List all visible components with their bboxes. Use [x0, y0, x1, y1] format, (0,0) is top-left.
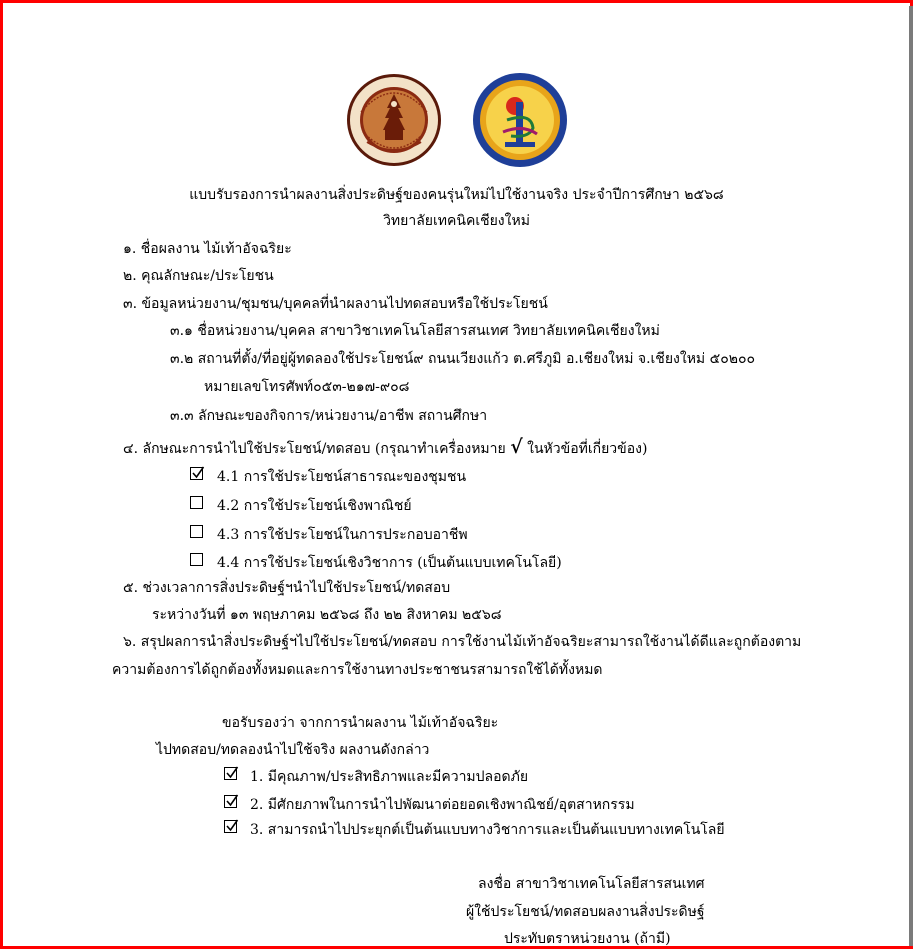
item-4-usage-type [123, 438, 647, 458]
item-5-period-dates: ระหว่างวันที่ ๑๓ พฤษภาคม ๒๕๖๘ ถึง ๒๒ สิงหาคม ๒๕๖๘ [152, 607, 502, 623]
result-2-label: 2. มีศักยภาพในการนำไปพัฒนาต่อยอดเชิงพาณิชย์/อุตสาหกรรม [250, 797, 635, 813]
signature-line: ลงชื่อ สาขาวิชาเทคโนโลยีสารสนเทศ [478, 876, 705, 892]
item-2-features: ๒. คุณลักษณะ/ประโยชน [123, 268, 274, 284]
check-mark-symbol: √ [510, 436, 523, 458]
option-4-2-label: 4.2 การใช้ประโยชน์เชิงพาณิชย์ [217, 498, 412, 514]
item-6-summary: ๖. สรุปผลการนำสิ่งประดิษฐ์ฯไปใช้ประโยชน์/ทดสอบ การใช้งานไม้เท้าอัจฉริยะสามารถใช้งานได้ดีและถูกต้องตาม [123, 634, 802, 650]
checkmark-icon [224, 793, 240, 809]
signature-role: ผู้ใช้ประโยชน์/ทดสอบผลงานสิ่งประดิษฐ์ [466, 904, 705, 920]
checkmark-icon [190, 465, 206, 481]
vocational-education-commission-seal-icon [345, 72, 443, 168]
certify-line-1: ขอรับรองว่า จากการนำผลงาน ไม้เท้าอัจฉริยะ [222, 715, 499, 731]
item-3-2-address: ๓.๒ สถานที่ตั้ง/ที่อยู่ผู้ทดลองใช้ประโยชน์๙ ถนนเวียงแก้ว ต.ศรีภูมิ อ.เชียงใหม่ จ.เชียงใหม่ ๕๐๒๐๐ [170, 351, 756, 367]
option-4-3-checkbox[interactable] [190, 525, 203, 538]
page-border-shadow [909, 6, 913, 946]
item-3-1-org-name: ๓.๑ ชื่อหน่วยงาน/บุคคล สาขาวิชาเทคโนโลยีสารสนเทศ วิทยาลัยเทคนิคเชียงใหม่ [170, 323, 660, 339]
result-1-checkbox[interactable] [224, 767, 237, 780]
result-2-checkbox[interactable] [224, 795, 237, 808]
option-4-1-label: 4.1 การใช้ประโยชน์สาธารณะของชุมชน [217, 469, 467, 485]
option-4-2-checkbox[interactable] [190, 496, 203, 509]
result-1-label: 1. มีคุณภาพ/ประสิทธิภาพและมีความปลอดภัย [250, 769, 529, 785]
option-4-3-label: 4.3 การใช้ประโยชน์ในการประกอบอาชีพ [217, 527, 468, 543]
option-4-4-checkbox[interactable] [190, 553, 203, 566]
checkmark-icon [224, 765, 240, 781]
option-4-1-checkbox[interactable] [190, 467, 203, 480]
checkmark-icon [224, 818, 240, 834]
result-3-label: 3. สามารถนำไปประยุกต์เป็นต้นแบบทางวิชาการและเป็นต้นแบบทางเทคโนโลยี [250, 822, 725, 838]
result-3-checkbox[interactable] [224, 820, 237, 833]
item-3-3-business-type: ๓.๓ ลักษณะของกิจการ/หน่วยงาน/อาชีพ สถานศึกษา [170, 408, 488, 424]
item-3-2-phone: หมายเลขโทรศัพท์๐๕๓-๒๑๗-๙๐๘ [204, 379, 410, 395]
item-3-org-info: ๓. ข้อมูลหน่วยงาน/ชุมชน/บุคคลที่นำผลงานไปทดสอบหรือใช้ประโยชน์ [123, 296, 548, 312]
invention-club-logo-icon [471, 72, 569, 168]
item-4-prefix: ๔. ลักษณะการนำไปใช้ประโยชน์/ทดสอบ (กรุณาทำเครื่องหมาย [123, 441, 506, 457]
college-name: วิทยาลัยเทคนิคเชียงใหม่ [383, 213, 530, 229]
item-4-suffix: ในหัวข้อที่เกี่ยวข้อง) [527, 441, 648, 457]
option-4-4-label: 4.4 การใช้ประโยชน์เชิงวิชาการ (เป็นต้นแบบเทคโนโลยี) [217, 555, 562, 571]
certify-line-2: ไปทดสอบ/ทดลองนำไปใช้จริง ผลงานดังกล่าว [156, 742, 430, 758]
form-title: แบบรับรองการนำผลงานสิ่งประดิษฐ์ของคนรุ่นใหม่ไปใช้งานจริง ประจำปีการศึกษา ๒๕๖๘ [189, 187, 724, 203]
signature-stamp: ประทับตราหน่วยงาน (ถ้ามี) [504, 931, 671, 947]
item-6-summary-cont: ความต้องการได้ถูกต้องทั้งหมดและการใช้งานทางประชาชนรสามารถใช้ได้ทั้งหมด [112, 662, 603, 678]
item-1-work-name: ๑. ชื่อผลงาน ไม้เท้าอัจฉริยะ [123, 241, 292, 257]
item-5-period-heading: ๕. ช่วงเวลาการสิ่งประดิษฐ์ฯนำไปใช้ประโยชน์/ทดสอบ [123, 580, 451, 596]
